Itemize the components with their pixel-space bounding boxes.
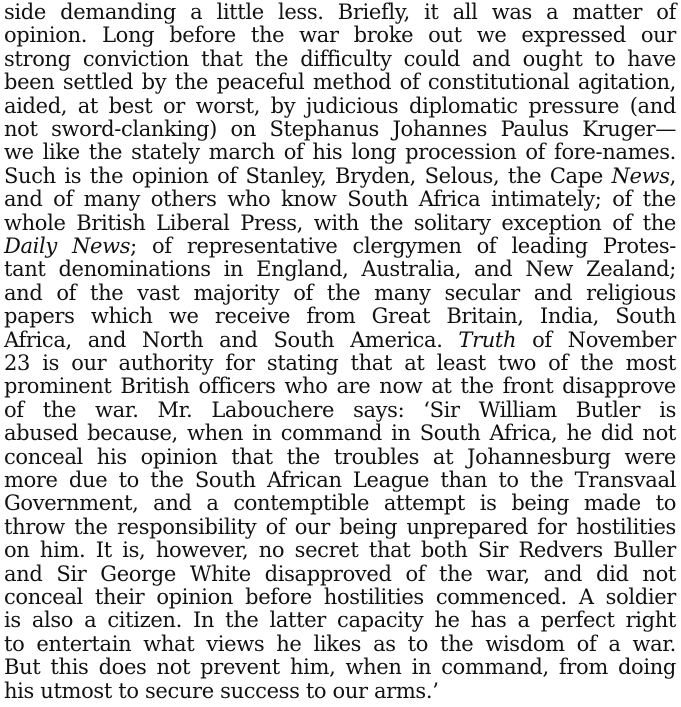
text-line: on him. It is, however, no secret that both Sir Redvers Buller	[4, 538, 676, 563]
text-line: abused because, when in command in South Africa, he did not	[4, 421, 676, 446]
text-line: papers which we receive from Great Britain, India, South	[4, 304, 676, 329]
text-line: throw the responsibility of our being unprepared for hostilities	[4, 514, 676, 539]
text-line: prominent British officers who are now at the front disapprove	[4, 374, 676, 399]
text-line: Government, and a contemptible attempt is being made to	[4, 491, 676, 516]
text-line: not sword-clanking) on Stephanus Johannes Paulus Kruger—	[4, 117, 676, 141]
text-line: But this does not prevent him, when in command, from doing	[4, 655, 676, 680]
text-line: been settled by the peaceful method of constitutional agitation,	[4, 70, 676, 95]
text-line: side demanding a little less. Briefly, it all was a matter of	[4, 0, 676, 24]
text-line: Daily News; of representative clergymen of leading Protes-	[4, 234, 676, 258]
text-line: and of the vast majority of the many secular and religious	[4, 280, 676, 305]
text-line: Africa, and North and South America. Truth of November	[4, 327, 676, 352]
text-line: of the war. Mr. Labouchere says: ‘Sir William Butler is	[4, 397, 676, 422]
text-line: and of many others who know South Africa intimately; of the	[4, 187, 676, 212]
text-line: to entertain what views he likes as to the wisdom of a war.	[4, 631, 676, 656]
text-line: more due to the South African League than to the Transvaal	[4, 468, 676, 492]
text-line: we like the stately march of his long procession of fore-names.	[4, 140, 676, 165]
text-line: aided, at best or worst, by judicious diplomatic pressure (and	[4, 93, 676, 118]
text-line: conceal his opinion that the troubles at Johannesburg were	[4, 444, 676, 469]
text-line: strong conviction that the difficulty could and ought to have	[4, 46, 676, 71]
text-line: whole British Liberal Press, with the solitary exception of the	[4, 210, 676, 235]
text-line: opinion. Long before the war broke out we expressed our	[4, 23, 676, 48]
text-line: 23 is our authority for stating that at least two of the most	[4, 351, 676, 375]
text-line: tant denominations in England, Australia, and New Zealand;	[4, 257, 676, 282]
text-line: his utmost to secure success to our arms.’	[4, 678, 439, 703]
text-line: is also a citizen. In the latter capacity he has a perfect right	[4, 608, 676, 633]
document-page	[4, 1, 678, 705]
text-line: Such is the opinion of Stanley, Bryden, Selous, the Cape News,	[4, 163, 676, 188]
text-line: and Sir George White disapproved of the war, and did not	[4, 561, 676, 586]
text-line: conceal their opinion before hostilities commenced. A soldier	[4, 585, 676, 609]
